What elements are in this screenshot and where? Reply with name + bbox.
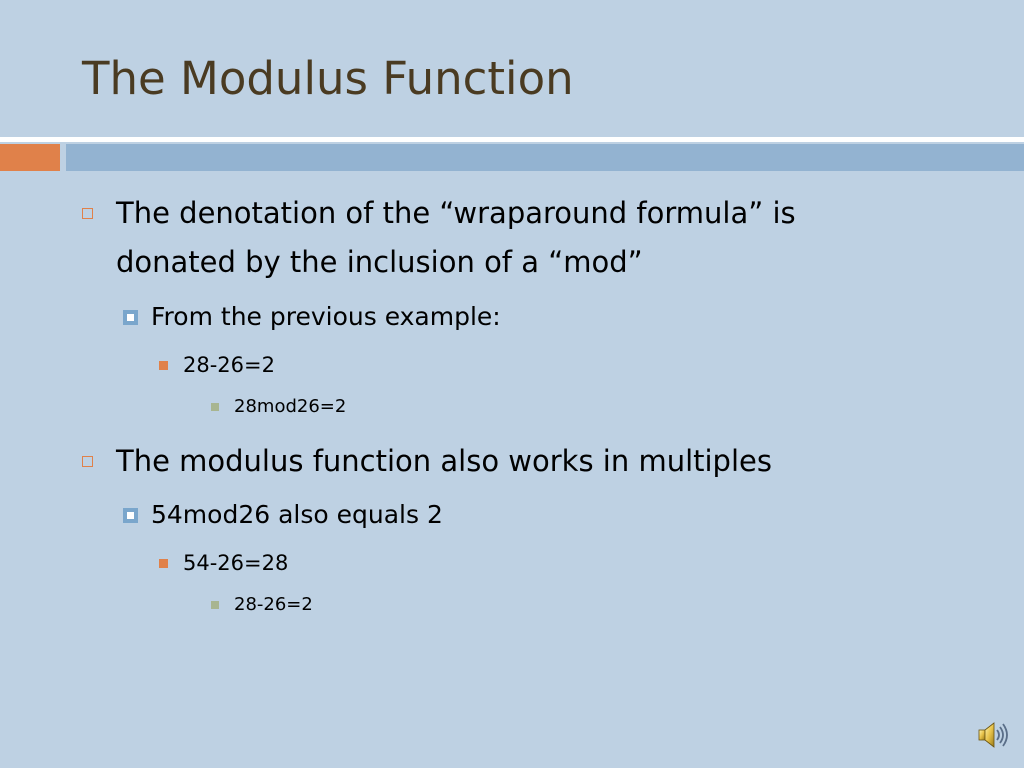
slide-title: The Modulus Function [82, 52, 574, 105]
hollow-square-bullet-icon [82, 456, 93, 467]
bullet-text-line: donated by the inclusion of a “mod” [116, 245, 643, 279]
hollow-square-bullet-icon [82, 208, 93, 219]
solid-square-bullet-icon [159, 559, 168, 568]
framed-square-bullet-icon [123, 508, 138, 523]
small-square-bullet-icon [211, 403, 219, 411]
bullet-text-line: The modulus function also works in multiples [116, 444, 772, 478]
sub-bullet-text: 54mod26 also equals 2 [151, 500, 443, 529]
title-divider-line [0, 137, 1024, 142]
small-square-bullet-icon [211, 601, 219, 609]
bullet-text-line: The denotation of the “wraparound formula” is [116, 196, 796, 230]
accent-band-orange [0, 144, 60, 171]
accent-band-blue [66, 144, 1024, 171]
sub-sub-bullet-text: 28-26=2 [183, 353, 275, 377]
sub-sub-sub-bullet-text: 28mod26=2 [234, 396, 347, 417]
sub-bullet-text: From the previous example: [151, 302, 501, 331]
solid-square-bullet-icon [159, 361, 168, 370]
speaker-icon[interactable] [976, 718, 1010, 752]
framed-square-bullet-icon [123, 310, 138, 325]
sub-sub-bullet-text: 54-26=28 [183, 551, 289, 575]
sub-sub-sub-bullet-text: 28-26=2 [234, 594, 313, 615]
